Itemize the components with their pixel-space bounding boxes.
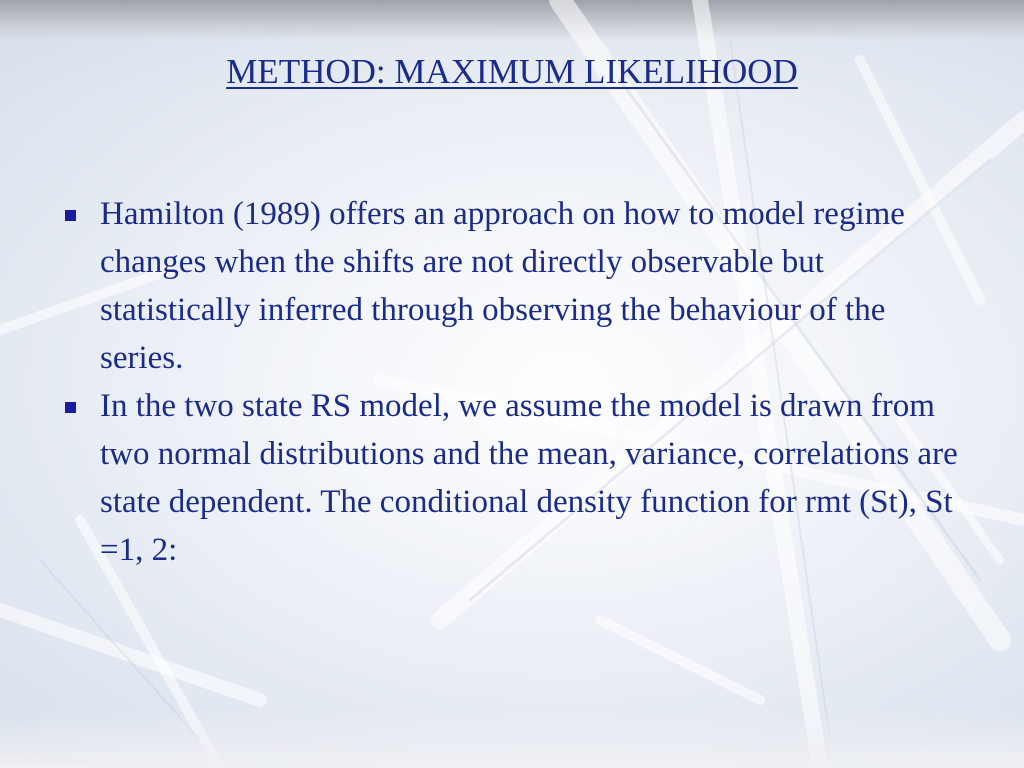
- bullet-list: [60, 190, 965, 574]
- bullet-item: [60, 382, 965, 574]
- bottom-band: [0, 708, 1024, 768]
- slide-title: METHOD: MAXIMUM LIKELIHOOD: [226, 52, 798, 91]
- square-bullet-icon: [65, 402, 76, 413]
- bullet-text: Hamilton (1989) offers an approach on how to model regime changes when the shifts are not directly observable but statistically inferred through observing the behaviour of the series.: [100, 196, 905, 376]
- bullet-text: In the two state RS model, we assume the model is drawn from two normal distributions and the mean, variance, correlations are state dependent. The conditional density function for rmt (St), St =1, 2:: [100, 388, 958, 568]
- square-bullet-icon: [65, 210, 76, 221]
- bullet-item: [60, 190, 965, 382]
